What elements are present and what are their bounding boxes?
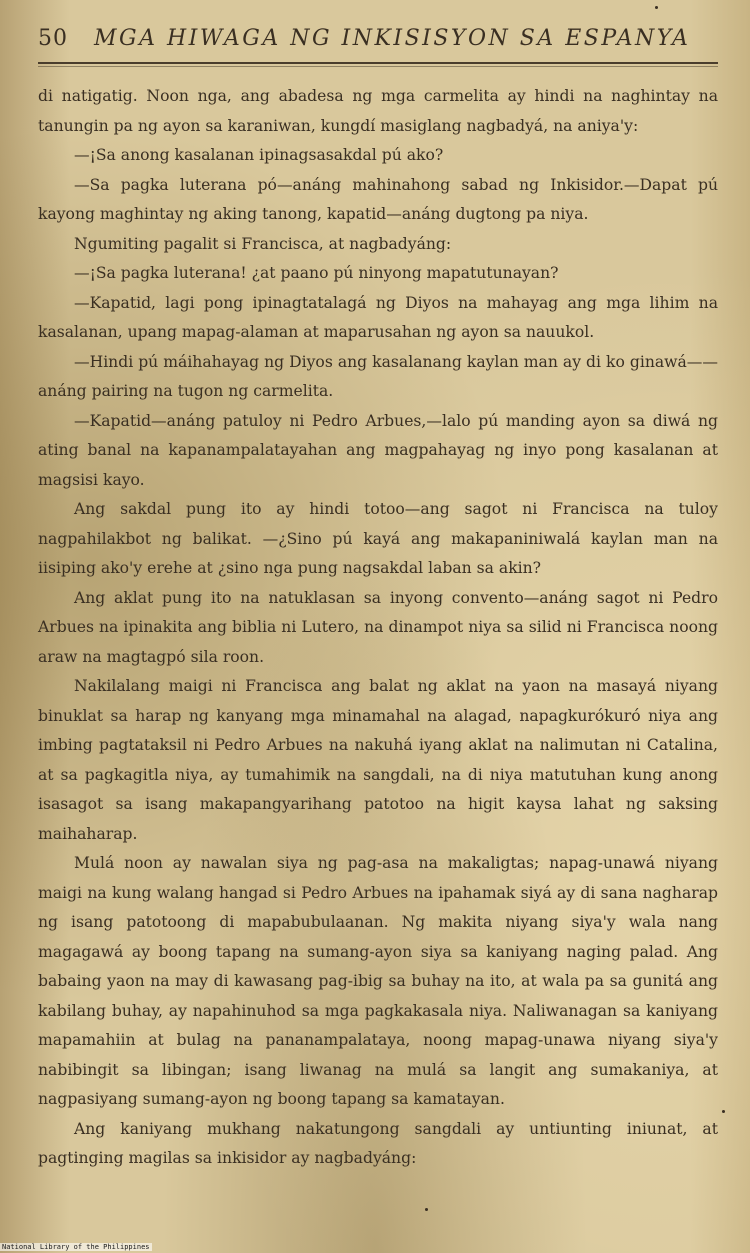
header-rule: [38, 62, 718, 64]
page-number: 50: [38, 26, 68, 51]
page-header: [38, 26, 718, 60]
paragraph: Ang sakdal pung ito ay hindi totoo—ang sagot ni Francisca na tuloy nagpahilakbot ng balikat. —¿Sino pú kayá ang makapaniniwalá kaylan man na iisiping ako'y erehe at ¿sino nga pung nagsakdal laban sa akin?: [38, 500, 718, 577]
paragraph: —Hindi pú máihahayag ng Diyos ang kasalanang kaylan man ay di ko ginawá——anáng pairing na tugon ng carmelita.: [38, 352, 718, 400]
paragraph: Ngumiting pagalit si Francisca, at nagbadyáng:: [74, 234, 452, 253]
paragraph: —Kapatid—anáng patuloy ni Pedro Arbues,—lalo pú manding ayon sa diwá ng ating banal na kapanampalatayahan ang magpahayag ng inyo pong kasalanan at magsisi kayo.: [38, 411, 718, 489]
paragraph: di natigatig. Noon nga, ang abadesa ng mga carmelita ay hindi na naghintay na tanungin pa ng ayon sa karaniwan, kungdí masiglang nagbadyá, na aniya'y:: [38, 87, 718, 135]
paragraph: Ang aklat pung ito na natuklasan sa inyong convento—anáng sagot ni Pedro Arbues na ipinakita ang biblia ni Lutero, na dinampot niya sa silid ni Francisca noong araw na magtagpó sila roon.: [38, 588, 718, 666]
speck: [425, 1208, 428, 1211]
paragraph: Nakilalang maigi ni Francisca ang balat ng aklat na yaon na masayá niyang binuklat sa harap ng kanyang mga minamahal na alagad, napagkurókuró niya ang imbing pagtataksil ni Pedro Arbues na nakuhá iyang aklat na nalimutan ni Catalina, at sa pagkagitla niya, ay tumahimik na sangdali, na di niya matutuhan kung anong isasagot sa isang makapangyarihang patotoo na higit kaysa lahat ng saksing maihaharap.: [38, 677, 718, 843]
paragraph: Mulá noon ay nawalan siya ng pag-asa na makaligtas; napag-unawá niyang maigi na kung walang hangad si Pedro Arbues na ipahamak siyá ay di sana nagharap ng isang patotoong di mapabubulaanan. Ng makita niyang siya'y wala nang magagawá ay boong tapang na sumang-ayon siya sa kaniyang naging palad. Ang babaing yaon na may di kawasang pag-ibig sa buhay na ito, at wala pa sa gunitá ang kabilang buhay, ay napahinuhod sa mga pagkakasala niya. Naliwanagan sa kaniyang mapamahiin at bulag na pananampalataya, noong mapag-unawa niyang siya'y nabibingit sa libingan; isang liwanag na mulá sa langit ang sumakaniya, at nagpasiyang sumang-ayon ng boong tapang sa kamatayan.: [38, 854, 718, 1108]
paragraph: —Sa pagka luterana pó—anáng mahinahong sabad ng Inkisidor.—Dapat pú kayong maghintay ng aking tanong, kapatid—anáng dugtong pa niya.: [38, 175, 718, 223]
footer-credit: National Library of the Philippines: [2, 1243, 150, 1251]
speck: [655, 6, 658, 9]
paragraph: Ang kaniyang mukhang nakatungong sangdali ay untiunting iniunat, at pagtinging magilas sa inkisidor ay nagbadyáng:: [38, 1119, 718, 1167]
header-rule-thin: [38, 66, 718, 67]
body-text: [38, 82, 718, 1174]
paragraph: —¡Sa pagka luterana! ¿at paano pú ninyong mapatutunayan?: [74, 264, 559, 282]
running-title: MGA HIWAGA NG INKISISYON SA ESPANYA: [94, 26, 691, 51]
paragraph: —Kapatid, lagi pong ipinagtatalagá ng Diyos na mahayag ang mga lihim na kasalanan, upang mapag-alaman at maparusahan ng ayon sa nauukol.: [38, 293, 718, 341]
paragraph: —¡Sa anong kasalanan ipinagsasakdal pú ako?: [74, 146, 444, 164]
speck: [722, 1110, 725, 1113]
